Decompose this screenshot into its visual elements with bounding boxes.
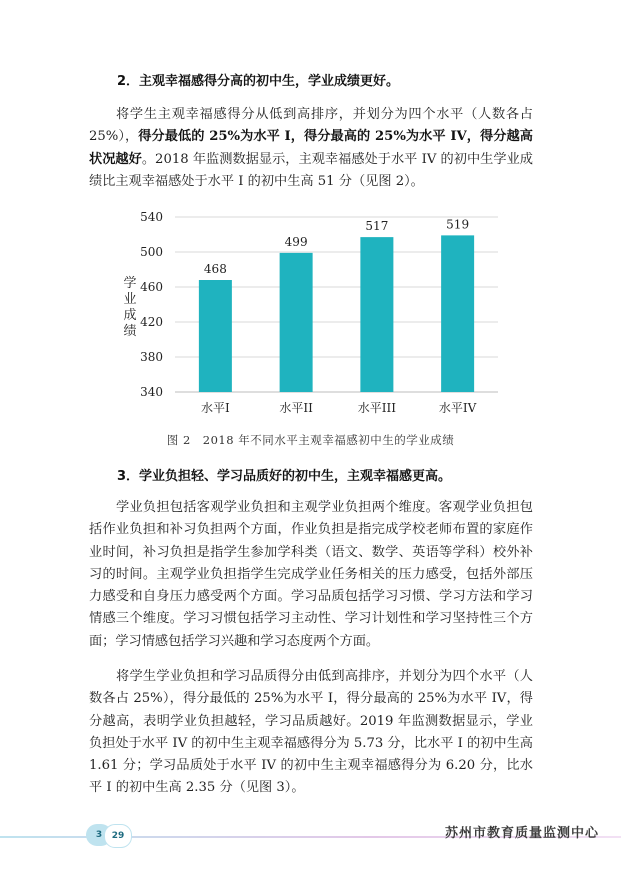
y-axis-label-char: 绩 — [123, 324, 137, 339]
section-2-bold-text: 得分最低的 25%为水平 I，得分最高的 25%为水平 IV，得分越高状况越好 — [89, 129, 533, 167]
data-label: 468 — [203, 262, 227, 276]
data-label: 517 — [365, 219, 389, 234]
section-3-heading: 3．学业负担轻、学习品质好的初中生，主观幸福感更高。 — [117, 469, 452, 484]
y-tick-label: 380 — [140, 350, 163, 364]
section-2-heading: 2．主观幸福感得分高的初中生，学业成绩更好。 — [117, 74, 400, 89]
figure-caption: 图 2 2018 年不同水平主观幸福感初中生的学业成绩 — [166, 433, 455, 447]
section-2-paragraph — [89, 104, 533, 193]
chart-bars — [199, 235, 474, 392]
data-label: 499 — [284, 234, 308, 249]
x-tick-label: 水平IV — [438, 401, 477, 415]
y-tick-label: 460 — [140, 280, 163, 294]
y-axis-label-char: 成 — [123, 308, 137, 323]
y-tick-label: 540 — [140, 210, 163, 224]
y-axis-label-char: 学 — [123, 276, 137, 291]
x-axis-ticks — [201, 400, 477, 415]
page-total-badge: 29 — [104, 824, 132, 848]
y-axis-label-char: 业 — [123, 292, 137, 307]
data-labels — [204, 217, 469, 276]
y-tick-label: 420 — [140, 315, 163, 329]
organization-name: 苏州市教育质量监测中心 — [444, 826, 599, 841]
x-tick-label: 水平III — [357, 401, 396, 415]
x-tick-label: 水平I — [201, 401, 230, 415]
section-2-text-a: 将学生主观幸福感得分从低到高排序，并划分为四个水平（人数各占 25%）， — [89, 107, 533, 145]
bar — [441, 235, 474, 392]
y-tick-label: 340 — [140, 385, 163, 399]
bar — [199, 280, 232, 392]
section-3-paragraph-1: 学业负担包括客观学业负担和主观学业负担两个维度。客观学业负担包括作业负担和补习负担两个方面，作业负担是指完成学校老师布置的家庭作业时间，补习负担是指学生参加学科类（语文、数学、英语等学科）校外补习的时间。主观学业负担指学生完成学业任务相关的压力感受，包括外部压力感受和自身压力感受两个方面。学习品质包括学习习惯、学习方法和学习情感三个维度。学习习惯包括学习主动性、学习计划性和学习坚持性三个方面；学习情感包括学习兴趣和学习态度两个方面。 — [89, 500, 533, 649]
section-2-text-c: 。2018 年监测数据显示，主观幸福感处于水平 IV 的初中生学业成绩比主观幸福感处于水平 I 的初中生高 51 分（见图 2）。 — [89, 151, 533, 189]
data-label: 519 — [446, 217, 470, 232]
page-current-badge: 3 — [86, 824, 112, 846]
y-axis-ticks — [140, 210, 163, 399]
x-tick-label: 水平II — [279, 401, 313, 415]
section-3-paragraph-2: 将学生学业负担和学习品质得分由低到高排序，并划分为四个水平（人数各占 25%），得分最低的 25%为水平 I，得分最高的 25%为水平 IV，得分越高，表明学业负担越轻，学习品质越好。2019 年监测数据显示，学业负担处于水平 IV 的初中生主观幸福感得分为 5.73 分，比水平 I 的初中生高 1.61 分；学习品质处于水平 IV 的初中生主观幸福感得分为 6.20 分，比水平 I 的初中生高 2.35 分（见图 3）。 — [89, 669, 533, 796]
y-axis-label — [123, 276, 136, 339]
y-tick-label: 500 — [140, 245, 163, 259]
bar — [280, 253, 313, 392]
bar — [360, 237, 393, 392]
bar-chart — [100, 205, 520, 425]
